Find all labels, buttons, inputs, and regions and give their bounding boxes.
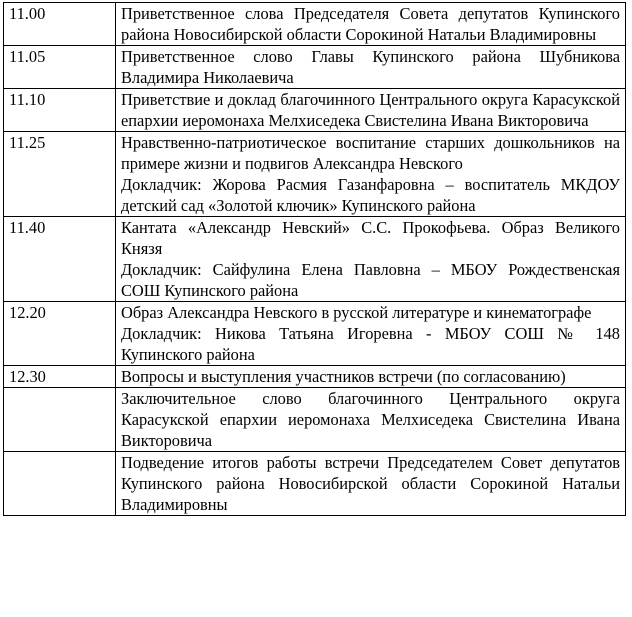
description-line: Подведение итогов работы встречи Председателем Совет депутатов Купинского района Новосибирской области Сорокиной Натальи Владимировны <box>121 453 620 514</box>
description-cell <box>116 89 626 132</box>
description-cell <box>116 3 626 46</box>
time-cell: 11.25 <box>4 132 116 217</box>
description-cell <box>116 217 626 302</box>
schedule-row <box>4 3 626 46</box>
topic-line: Нравственно-патриотическое воспитание старших дошкольников на примере жизни и подвигов Александра Невского <box>121 133 620 173</box>
topic-line: Образ Александра Невского в русской литературе и кинематографе <box>121 303 592 322</box>
time-cell: 11.00 <box>4 3 116 46</box>
time-cell <box>4 388 116 452</box>
schedule-row <box>4 46 626 89</box>
schedule-row <box>4 388 626 452</box>
time-cell: 11.05 <box>4 46 116 89</box>
time-cell: 12.20 <box>4 302 116 366</box>
schedule-row <box>4 217 626 302</box>
schedule-row <box>4 89 626 132</box>
description-line: Приветственное слово Главы Купинского района Шубникова Владимира Николаевича <box>121 47 620 87</box>
schedule-row <box>4 366 626 388</box>
description-cell <box>116 388 626 452</box>
time-cell <box>4 452 116 516</box>
speaker-line: Докладчик: Сайфулина Елена Павловна – МБОУ Рождественская СОШ Купинского района <box>121 260 620 300</box>
program-schedule-table <box>3 2 626 516</box>
description-cell <box>116 132 626 217</box>
description-line: Вопросы и выступления участников встречи (по согласованию) <box>121 367 566 386</box>
speaker-line: Докладчик: Жорова Расмия Газанфаровна – воспитатель МКДОУ детский сад «Золотой ключик» Купинского района <box>121 175 620 215</box>
time-cell: 11.10 <box>4 89 116 132</box>
description-line: Приветственное слова Председателя Совета депутатов Купинского района Новосибирской области Сорокиной Натальи Владимировны <box>121 4 620 44</box>
schedule-row <box>4 132 626 217</box>
description-cell <box>116 302 626 366</box>
schedule-row <box>4 302 626 366</box>
time-cell: 12.30 <box>4 366 116 388</box>
description-line: Заключительное слово благочинного Центрального округа Карасукской епархии иеромонаха Мелхиседека Свистелина Ивана Викторовича <box>121 389 620 450</box>
description-cell <box>116 46 626 89</box>
schedule-row <box>4 452 626 516</box>
description-line: Приветствие и доклад благочинного Центрального округа Карасукской епархии иеромонаха Мелхиседека Свистелина Ивана Викторовича <box>121 90 620 130</box>
description-cell <box>116 452 626 516</box>
speaker-line: Докладчик: Никова Татьяна Игоревна - МБОУ СОШ № 148 Купинского района <box>121 324 620 364</box>
description-cell <box>116 366 626 388</box>
topic-line: Кантата «Александр Невский» С.С. Прокофьева. Образ Великого Князя <box>121 218 620 258</box>
time-cell: 11.40 <box>4 217 116 302</box>
